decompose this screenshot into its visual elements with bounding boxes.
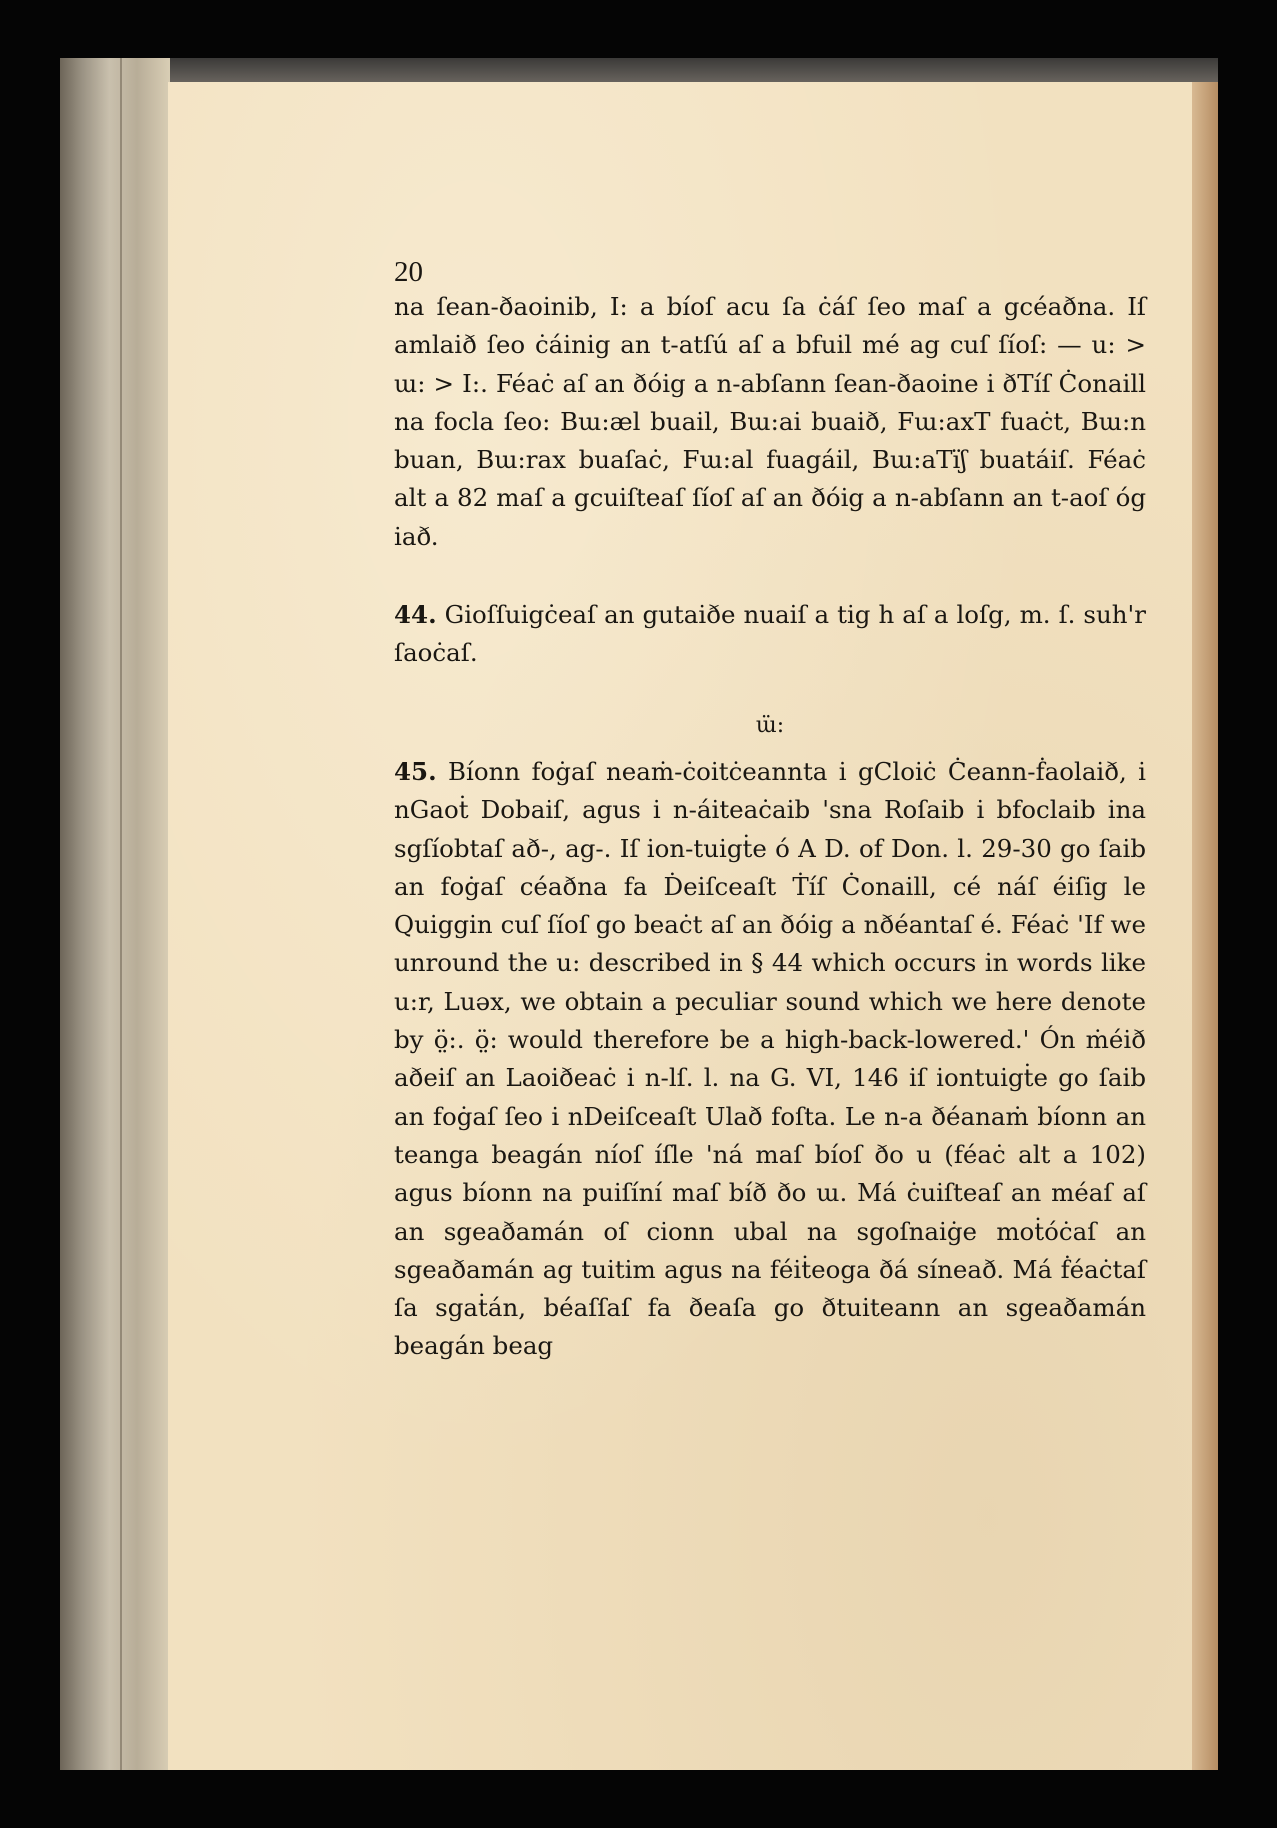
spacer-top <box>394 250 1146 288</box>
section-44-text: Gioſſuigċeaſ an gutaiðe nuaiſ a tig h aſ a loſg, m. ſ. suh'r ſaoċaſ. <box>394 600 1146 668</box>
paragraph-1: na ſean-ðaoinib, I: a bíoſ acu ſa ċáſ ſeo maſ a gcéaðna. Iſ amlaið ſeo ċáinig an t-atſú aſ a bfuil mé ag cuſ ſíoſ: — u: > ɯ: > I:. Féaċ aſ an ðóig a n-abſann ſean-ðaoine i ðTíſ Ċonaill na focla ſeo: Bɯ:æl buail, Bɯ:ai buaið, Fɯ:axT fuaċt, Bɯ:n buan, Bɯ:rax buaſaċ, Fɯ:al fuagáil, Bɯ:aTïʃ buatáiſ. Féaċ alt a 82 maſ a gcuiſteaſ ſíoſ aſ an ðóig a n-abſann an t-aoſ óg iað. <box>394 292 1146 551</box>
gap <box>394 673 1146 707</box>
section-44 <box>394 596 1146 673</box>
gap <box>394 745 1146 753</box>
gap <box>394 556 1146 596</box>
divider-mark: ɯ̈: <box>755 712 785 738</box>
section-44-number: 44. <box>394 600 437 630</box>
section-45 <box>394 753 1146 1366</box>
section-45-number: 45. <box>394 756 437 786</box>
page-edge <box>1192 82 1218 1770</box>
book-binding <box>60 58 170 1770</box>
page-number: 20 <box>394 256 423 288</box>
section-45-text: Bíonn foġaſ neaṁ-ċoitċeannta i gCloiċ Ċeann-ḟaolaið, i nGaoṫ Dobaiſ, agus i n-áiteaċaib 'sna Roſaib i bfoclaib ina sgſíobtaſ að-, ag-. Iſ ion-tuigṫe ó A D. of Don. l. 29-30 go ſaib an foġaſ céaðna fa Ḋeiſceaſt Ṫíſ Ċonaill, cé náſ éiſig le Quiggin cuſ ſíoſ go beaċt aſ an ðóig a nðéantaſ é. Féaċ 'If we unround the u: described in § 44 which occurs in words like u:r, Luəx, we obtain a peculiar sound which we here denote by ö̤:. ö̤: would therefore be a high-back-lowered.' Ón ṁéið aðeiſ an Laoiðeaċ i n-lſ. l. na G. VI, 146 iſ iontuigṫe go ſaib an foġaſ ſeo i nDeiſceaſt Ulað foſta. Le n-a ðéanaṁ bíonn an teanga beagán níoſ íſle 'ná maſ bíoſ ðo u (féaċ alt a 102) agus bíonn na puiſíní maſ bíð ðo ɯ. Má ċuiſteaſ an méaſ aſ an sgeaðamán oſ cionn ubal na sgoſnaiġe moṫóċaſ an sgeaðamán ag tuitim agus na féiṫeoga ðá síneað. Má ḟéaċtaſ ſa sgaṫán, béaſſaſ fa ðeaſa go ðtuiteann an sgeaðamán beagán beag <box>394 756 1146 1361</box>
page-body <box>394 250 1146 1366</box>
book-top-shadow <box>60 58 1218 84</box>
